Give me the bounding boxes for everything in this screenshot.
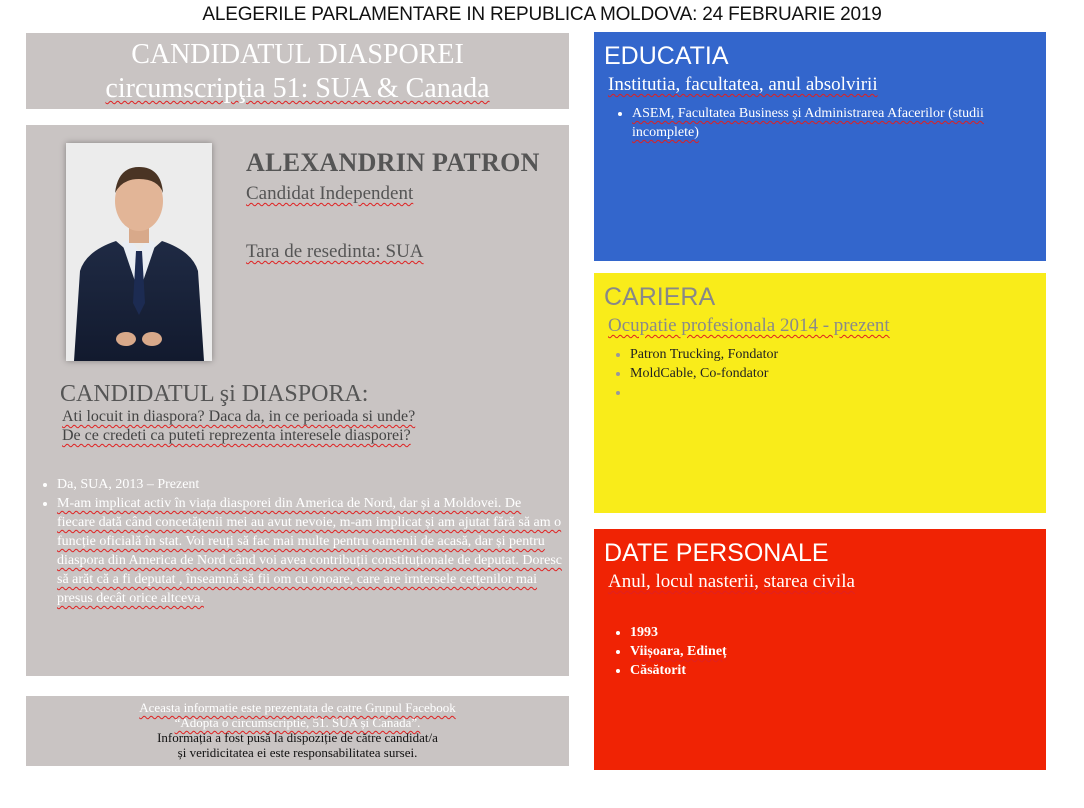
education-panel xyxy=(594,32,1046,261)
career-list xyxy=(610,345,1030,402)
personal-data-list xyxy=(610,623,1030,680)
candidate-residence: Tara de resedinta: SUA xyxy=(246,241,424,262)
list-item xyxy=(630,383,1030,402)
list-item: • Da, SUA, 2013 – Prezent xyxy=(57,475,562,494)
source-note-line2: “Adopta o circumscriptie, 51. SUA și Canada”. xyxy=(174,715,421,730)
header-box xyxy=(26,33,569,109)
list-item: • 1993 xyxy=(630,623,1030,642)
list-item: • Viișoara, Edineț xyxy=(630,642,1030,661)
header-line2: circumscripţia 51: SUA & Canada xyxy=(105,73,490,104)
candidate-party: Candidat Independent xyxy=(246,183,414,204)
candidate-photo xyxy=(66,143,212,361)
personal-data-title: DATE PERSONALE xyxy=(604,539,829,567)
source-note-line1: Aceasta informatie este prezentata de catre Grupul Facebook xyxy=(139,700,456,715)
education-list xyxy=(612,104,1032,142)
education-title: EDUCATIA xyxy=(604,42,729,70)
career-panel xyxy=(594,273,1046,513)
source-note-line3: Informația a fost pusă la dispoziție de către candidat/a xyxy=(157,730,438,745)
candidate-name: ALEXANDRIN PATRON xyxy=(246,148,540,177)
list-item: • MoldCable, Co-fondator xyxy=(630,364,1030,383)
list-item: • M-am implicat activ în viața diasporei din America de Nord, dar și a Moldovei. De fiecare dată când concetățenii mei au avut nevoie, m-am implicat și am ajutat fără să am o funcție oficială în stat. Voi reuți să fac mai multe pentru oamenii de acasă, dar și pentru diaspora din America de Nord când voi avea contribuții constituționale de deputat. Doresc să arăt că a fi deputat , înseamnă să fii om cu onoare, care are irntersele cetțenilor mai presus decât orice altceva. xyxy=(57,494,562,608)
source-note xyxy=(26,696,569,766)
list-item: • ASEM, Facultatea Business și Administrarea Afacerilor (studii incomplete) xyxy=(632,104,1032,142)
career-subtitle: Ocupatie profesionala 2014 - prezent xyxy=(608,315,890,336)
header-line1: CANDIDATUL DIASPOREI xyxy=(131,39,464,70)
personal-data-subtitle: Anul, locul nasterii, starea civila xyxy=(608,571,855,592)
diaspora-question-1: Ati locuit in diaspora? Daca da, in ce perioada si unde? xyxy=(62,408,416,425)
list-item: • Patron Trucking, Fondator xyxy=(630,345,1030,364)
diaspora-questions xyxy=(62,407,415,445)
diaspora-question-2: De ce credeti ca puteti reprezenta interesele diasporei? xyxy=(62,427,411,444)
candidate-portrait-image xyxy=(66,143,212,361)
diaspora-answers xyxy=(37,475,562,608)
education-subtitle: Institutia, facultatea, anul absolvirii xyxy=(608,74,878,95)
diaspora-section-title: CANDIDATUL şi DIASPORA: xyxy=(60,381,369,407)
personal-data-panel xyxy=(594,529,1046,770)
career-title: CARIERA xyxy=(604,283,716,311)
source-note-line4: și veridicitatea ei este responsabilitatea sursei. xyxy=(177,745,418,760)
list-item: • Căsătorit xyxy=(630,661,1030,680)
page-title: ALEGERILE PARLAMENTARE IN REPUBLICA MOLDOVA: 24 FEBRUARIE 2019 xyxy=(202,4,882,25)
